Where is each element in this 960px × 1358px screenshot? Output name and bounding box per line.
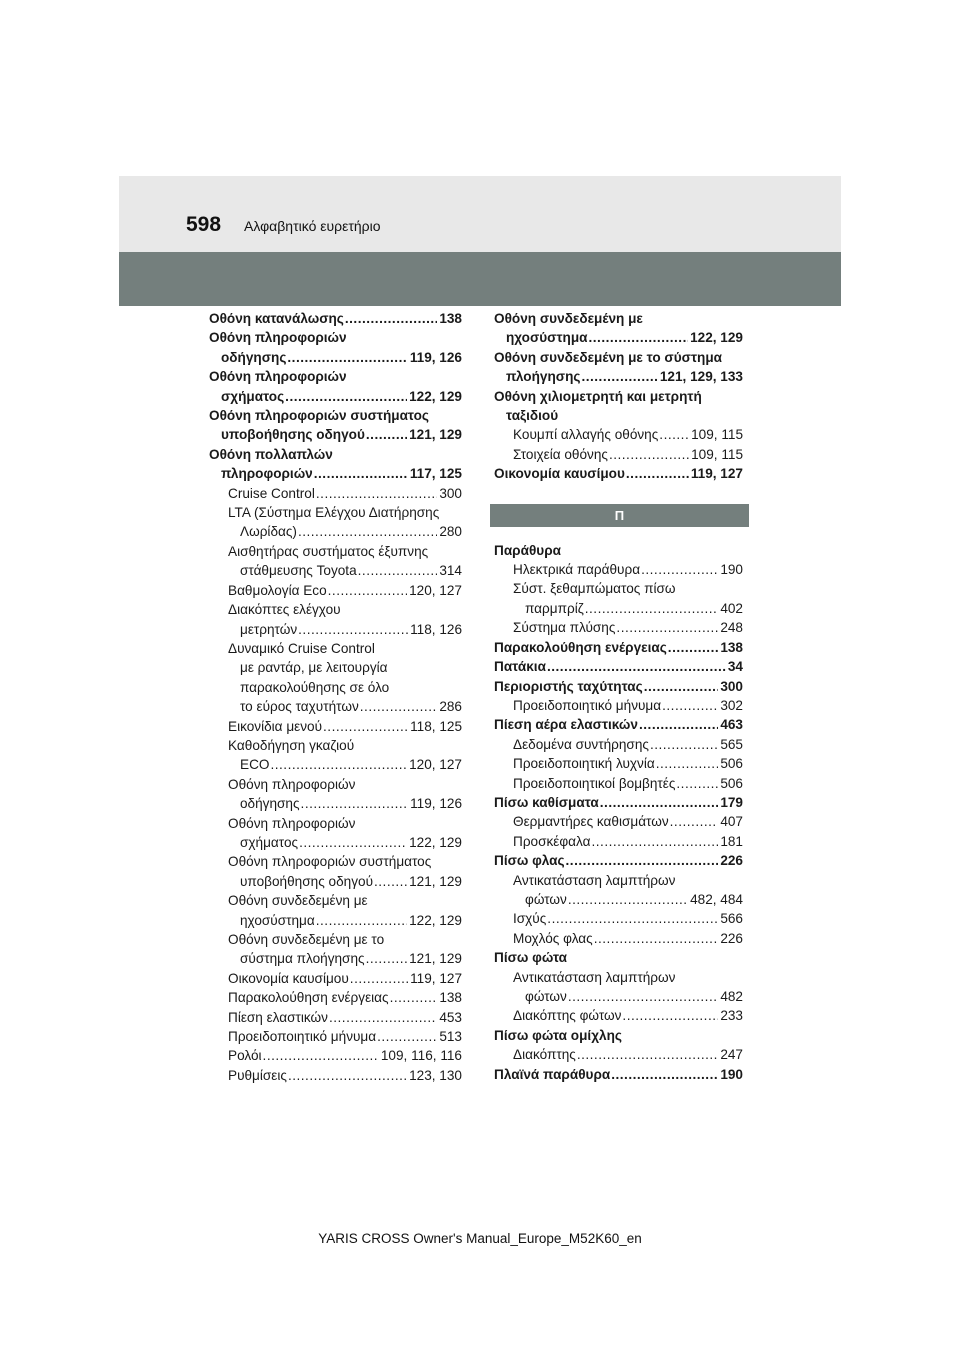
entry-page-ref: 233	[720, 1008, 743, 1024]
index-entry	[209, 309, 462, 328]
entry-page-ref: 121, 129	[409, 873, 462, 889]
index-entry	[209, 328, 462, 347]
entry-term: Προειδοποιητική λυχνία	[513, 756, 655, 772]
leader-dots	[585, 599, 719, 618]
leader-dots	[285, 387, 407, 406]
entry-term: Σύστημα πλύσης	[513, 620, 616, 636]
leader-dots	[676, 774, 718, 793]
entry-term: Καθοδήγηση γκαζιού	[228, 737, 355, 753]
entry-page-ref: 117, 125	[409, 466, 462, 482]
index-entry	[209, 1008, 462, 1027]
index-entry	[209, 891, 462, 910]
index-entry	[209, 367, 462, 386]
entry-page-ref: 118, 126	[410, 621, 462, 637]
entry-term: πληροφοριών	[221, 466, 313, 482]
index-entry	[209, 445, 462, 464]
index-entry	[209, 464, 462, 483]
index-entry	[494, 715, 743, 734]
entry-page-ref: 513	[439, 1029, 462, 1045]
index-entry	[494, 309, 743, 328]
entry-term: οδήγησης	[221, 349, 287, 365]
entry-term: ταξιδιού	[506, 408, 559, 424]
entry-term: Παρακολούθηση ενέργειας	[494, 639, 667, 655]
entry-term: Οθόνη χιλιομετρητή και μετρητή	[494, 388, 702, 404]
entry-term: Παρακολούθηση ενέργειας	[228, 990, 389, 1006]
entry-term: Οθόνη συνδεδεμένη με	[494, 311, 643, 326]
index-entry	[209, 930, 462, 949]
leader-dots	[644, 677, 719, 696]
index-entry	[209, 717, 462, 736]
leader-dots	[358, 561, 438, 580]
entry-term: Οθόνη πολλαπλών	[209, 446, 333, 462]
leader-dots	[616, 618, 718, 637]
entry-term: Προειδοποιητικό μήνυμα	[513, 697, 662, 713]
index-column-left	[209, 309, 462, 1085]
entry-page-ref: 314	[439, 563, 462, 579]
entry-term: Αισθητήρας συστήματος έξυπνης	[228, 543, 429, 559]
entry-page-ref: 248	[720, 620, 743, 636]
index-entry	[494, 638, 743, 657]
leader-dots	[577, 1045, 718, 1064]
leader-dots	[345, 309, 437, 328]
entry-term: Αντικατάσταση λαμπτήρων	[513, 969, 676, 985]
entry-page-ref: 122, 129	[690, 330, 743, 346]
entry-page-ref: 109, 116, 116	[380, 1048, 462, 1064]
entry-page-ref: 482, 484	[690, 891, 743, 907]
leader-dots	[390, 988, 438, 1007]
index-entry	[209, 1046, 462, 1065]
index-entry	[494, 832, 743, 851]
letter-heading: Π	[490, 504, 749, 527]
index-entry	[494, 696, 743, 715]
entry-term: Οθόνη πληροφοριών	[209, 330, 347, 346]
entry-term: οδήγησης	[240, 796, 300, 812]
entry-page-ref: 123, 130	[409, 1067, 462, 1083]
index-entry	[209, 1027, 462, 1046]
footer-manual-id: YARIS CROSS Owner's Manual_Europe_M52K60_en	[318, 1231, 642, 1246]
page-number: 598	[186, 213, 222, 236]
entry-term: Οθόνη πληροφοριών συστήματος	[228, 854, 432, 870]
leader-dots	[547, 909, 718, 928]
entry-term: Προειδοποιητικοί βομβητές	[513, 775, 676, 791]
leader-dots	[611, 1065, 718, 1084]
index-entry	[209, 542, 462, 561]
entry-term: υποβοήθησης οδηγού	[221, 427, 365, 443]
entry-term: Πίεση αέρα ελαστικών	[494, 717, 638, 733]
index-entry	[494, 1045, 743, 1064]
entry-page-ref: 122, 129	[409, 834, 462, 850]
entry-page-ref: 138	[720, 639, 743, 655]
index-entry	[494, 579, 743, 598]
entry-term: Εικονίδια μενού	[228, 718, 323, 734]
index-entry	[494, 387, 743, 406]
index-entry	[209, 755, 462, 774]
index-entry	[494, 793, 743, 812]
leader-dots	[566, 851, 719, 870]
index-entry	[209, 348, 462, 367]
entry-page-ref: 138	[439, 990, 462, 1006]
index-entry	[209, 387, 462, 406]
entry-term: Ρυθμίσεις	[228, 1067, 287, 1083]
index-list-right-top	[494, 309, 743, 484]
index-entry	[494, 367, 743, 386]
leader-dots	[589, 328, 689, 347]
entry-page-ref: 138	[439, 311, 462, 326]
entry-page-ref: 190	[720, 1066, 743, 1082]
entry-page-ref: 118, 125	[410, 718, 462, 734]
index-entry	[494, 560, 743, 579]
entry-page-ref: 119, 127	[690, 466, 743, 482]
entry-term: ηχοσύστημα	[240, 912, 315, 928]
index-entry	[494, 657, 743, 676]
index-entry	[494, 948, 743, 967]
index-entry	[209, 522, 462, 541]
index-entry	[494, 445, 743, 464]
index-entry	[494, 1026, 743, 1045]
index-entry	[209, 639, 462, 658]
header-band	[119, 176, 841, 252]
leader-dots	[374, 872, 407, 891]
entry-page-ref: 120, 127	[409, 757, 462, 773]
leader-dots	[329, 1008, 437, 1027]
leader-dots	[581, 367, 657, 386]
index-entry	[494, 599, 743, 618]
entry-term: το εύρος ταχυτήτων	[240, 699, 359, 715]
leader-dots	[656, 754, 719, 773]
entry-page-ref: 226	[720, 930, 743, 946]
index-entry	[209, 911, 462, 930]
entry-term: Θερμαντήρες καθισμάτων	[513, 814, 669, 830]
entry-page-ref: 407	[720, 814, 743, 830]
index-entry	[209, 852, 462, 871]
entry-term: ECO	[240, 757, 270, 773]
entry-term: Πίσω φώτα	[494, 950, 568, 966]
leader-dots	[650, 735, 718, 754]
entry-page-ref: 226	[720, 853, 743, 869]
entry-term: Οθόνη πληροφοριών	[228, 815, 356, 831]
entry-page-ref: 119, 126	[410, 796, 462, 812]
entry-term: Πλαϊνά παράθυρα	[494, 1066, 611, 1082]
entry-term: φώτων	[525, 989, 567, 1004]
entry-term: παρμπρίζ	[525, 600, 584, 616]
index-entry	[209, 736, 462, 755]
index-entry	[494, 677, 743, 696]
leader-dots	[668, 638, 719, 657]
entry-term: πλοήγησης	[506, 369, 581, 385]
index-entry	[494, 1006, 743, 1025]
entry-term: Ρολόι	[228, 1048, 262, 1064]
entry-page-ref: 121, 129	[409, 951, 462, 967]
index-entry	[494, 735, 743, 754]
leader-dots	[288, 1066, 407, 1085]
entry-term: Προειδοποιητικό μήνυμα	[228, 1029, 377, 1045]
leader-dots	[568, 890, 688, 909]
entry-term: Οθόνη κατανάλωσης	[209, 311, 344, 326]
entry-page-ref: 565	[720, 736, 743, 752]
entry-term: LTA (Σύστημα Ελέγχου Διατήρησης	[228, 505, 440, 521]
leader-dots	[622, 1006, 718, 1025]
entry-term: Ισχύς	[513, 911, 547, 927]
entry-page-ref: 247	[720, 1047, 743, 1063]
index-entry	[209, 949, 462, 968]
entry-term: Αντικατάσταση λαμπτήρων	[513, 872, 676, 888]
entry-term: Οθόνη συνδεδεμένη με το	[228, 932, 385, 947]
entry-term: υποβοήθησης οδηγού	[240, 873, 373, 889]
gray-banner	[119, 252, 841, 306]
entry-term: Διακόπτης	[513, 1047, 576, 1063]
index-entry	[494, 909, 743, 928]
entry-term: Πατάκια	[494, 659, 546, 675]
entry-page-ref: 566	[720, 911, 743, 927]
leader-dots	[360, 697, 438, 716]
entry-page-ref: 34	[727, 659, 743, 675]
index-list-right-bottom	[494, 541, 743, 1084]
entry-term: Οθόνη πληροφοριών	[228, 776, 356, 792]
index-entry	[209, 872, 462, 891]
entry-term: Οικονομία καυσίμου	[228, 970, 349, 986]
entry-term: Διακόπτης φώτων	[513, 1008, 622, 1024]
leader-dots	[316, 911, 407, 930]
entry-term: Κουμπί αλλαγής οθόνης	[513, 427, 659, 443]
index-entry	[494, 328, 743, 347]
index-entry	[209, 833, 462, 852]
index-entry	[494, 987, 743, 1006]
index-entry	[209, 697, 462, 716]
index-entry	[494, 871, 743, 890]
entry-term: Cruise Control	[228, 485, 315, 501]
leader-dots	[591, 832, 718, 851]
leader-dots	[366, 949, 408, 968]
index-entry	[494, 406, 743, 425]
index-entry	[494, 754, 743, 773]
leader-dots	[639, 715, 718, 734]
index-entry	[494, 541, 743, 560]
leader-dots	[323, 717, 408, 736]
entry-term: Διακόπτες ελέγχου	[228, 602, 341, 618]
entry-page-ref: 302	[720, 697, 743, 713]
entry-page-ref: 179	[720, 794, 743, 810]
entry-page-ref: 506	[720, 756, 743, 772]
entry-term: φώτων	[525, 891, 567, 907]
entry-term: Παράθυρα	[494, 542, 561, 558]
entry-term: Σύστ. ξεθαμπώματος πίσω	[513, 581, 676, 597]
entry-term: Περιοριστής ταχύτητας	[494, 678, 643, 694]
index-entry	[209, 678, 462, 697]
entry-page-ref: 506	[720, 775, 743, 791]
leader-dots	[547, 657, 726, 676]
entry-term: σχήματος	[221, 388, 285, 404]
entry-term: Βαθμολογία Eco	[228, 582, 327, 598]
leader-dots	[626, 464, 689, 483]
entry-page-ref: 300	[439, 485, 462, 501]
leader-dots	[299, 833, 407, 852]
leader-dots	[594, 929, 719, 948]
leader-dots	[328, 581, 407, 600]
index-entry	[209, 814, 462, 833]
leader-dots	[298, 522, 437, 541]
entry-page-ref: 300	[720, 678, 743, 694]
index-entry	[209, 503, 462, 522]
index-entry	[209, 658, 462, 677]
index-entry	[209, 425, 462, 444]
entry-page-ref: 122, 129	[409, 388, 462, 404]
leader-dots	[270, 755, 407, 774]
entry-page-ref: 120, 127	[409, 582, 462, 598]
index-entry	[209, 581, 462, 600]
entry-page-ref: 280	[439, 524, 462, 540]
entry-page-ref: 482	[720, 989, 743, 1004]
entry-page-ref: 286	[439, 699, 462, 715]
entry-page-ref: 109, 115	[691, 446, 743, 462]
index-entry	[209, 484, 462, 503]
entry-term: Οθόνη πληροφοριών συστήματος	[209, 408, 429, 424]
index-entry	[494, 348, 743, 367]
index-entry	[494, 929, 743, 948]
entry-page-ref: 402	[720, 600, 743, 616]
entry-term: Οθόνη πληροφοριών	[209, 369, 347, 385]
entry-page-ref: 190	[720, 562, 743, 578]
leader-dots	[316, 484, 437, 503]
entry-page-ref: 463	[720, 717, 743, 733]
entry-term: με ραντάρ, με λειτουργία	[240, 660, 388, 676]
leader-dots	[568, 987, 718, 1006]
leader-dots	[314, 464, 408, 483]
entry-term: Ηλεκτρικά παράθυρα	[513, 562, 641, 578]
index-entry	[209, 1066, 462, 1085]
entry-term: Οθόνη συνδεδεμένη με το σύστημα	[494, 349, 722, 365]
entry-term: Πίσω φλας	[494, 853, 565, 869]
entry-term: μετρητών	[240, 621, 298, 637]
section-title: Αλφαβητικό ευρετήριο	[244, 218, 381, 234]
entry-term: σύστημα πλοήγησης	[240, 951, 365, 967]
index-entry	[209, 775, 462, 794]
entry-page-ref: 109, 115	[691, 427, 743, 443]
entry-page-ref: 181	[720, 833, 743, 849]
entry-term: σχήματος	[240, 834, 299, 850]
leader-dots	[641, 560, 718, 579]
index-entry	[494, 890, 743, 909]
entry-term: στάθμευσης Toyota	[240, 563, 357, 579]
leader-dots	[670, 812, 719, 831]
entry-term: Πίσω καθίσματα	[494, 794, 599, 810]
leader-dots	[366, 425, 407, 444]
entry-term: Μοχλός φλας	[513, 930, 593, 946]
entry-page-ref: 119, 126	[409, 349, 462, 365]
entry-page-ref: 122, 129	[409, 912, 462, 928]
leader-dots	[377, 1027, 437, 1046]
entry-page-ref: 121, 129	[409, 427, 462, 443]
index-entry	[209, 794, 462, 813]
index-entry	[494, 1065, 743, 1084]
entry-term: ηχοσύστημα	[506, 330, 588, 346]
leader-dots	[609, 445, 689, 464]
leader-dots	[350, 969, 408, 988]
leader-dots	[298, 620, 408, 639]
index-entry	[209, 969, 462, 988]
index-entry	[494, 618, 743, 637]
index-column-right	[494, 309, 743, 1084]
index-entry	[209, 561, 462, 580]
entry-term: Δυναμικό Cruise Control	[228, 640, 375, 656]
entry-page-ref: 453	[439, 1009, 462, 1025]
entry-term: Λωρίδας)	[240, 524, 297, 540]
entry-term: Πίσω φώτα ομίχλης	[494, 1027, 622, 1043]
leader-dots	[301, 794, 409, 813]
entry-term: Δεδομένα συντήρησης	[513, 736, 649, 752]
entry-term: Προσκέφαλα	[513, 833, 591, 849]
index-entry	[494, 968, 743, 987]
entry-term: παρακολούθησης σε όλο	[240, 679, 390, 695]
leader-dots	[600, 793, 719, 812]
index-entry	[494, 774, 743, 793]
index-entry	[209, 988, 462, 1007]
entry-term: Οθόνη συνδεδεμένη με	[228, 893, 368, 909]
entry-term: Οικονομία καυσίμου	[494, 466, 625, 482]
index-entry	[494, 851, 743, 870]
index-entry	[209, 600, 462, 619]
leader-dots	[287, 348, 407, 367]
index-entry	[494, 812, 743, 831]
index-entry	[209, 406, 462, 425]
leader-dots	[263, 1046, 379, 1065]
entry-term: Πίεση ελαστικών	[228, 1009, 328, 1025]
index-entry	[209, 620, 462, 639]
leader-dots	[659, 425, 689, 444]
entry-page-ref: 119, 127	[410, 970, 462, 986]
leader-dots	[662, 696, 718, 715]
index-entry	[494, 425, 743, 444]
entry-page-ref: 121, 129, 133	[659, 369, 743, 385]
index-entry	[494, 464, 743, 483]
entry-term: Στοιχεία οθόνης	[513, 446, 608, 462]
